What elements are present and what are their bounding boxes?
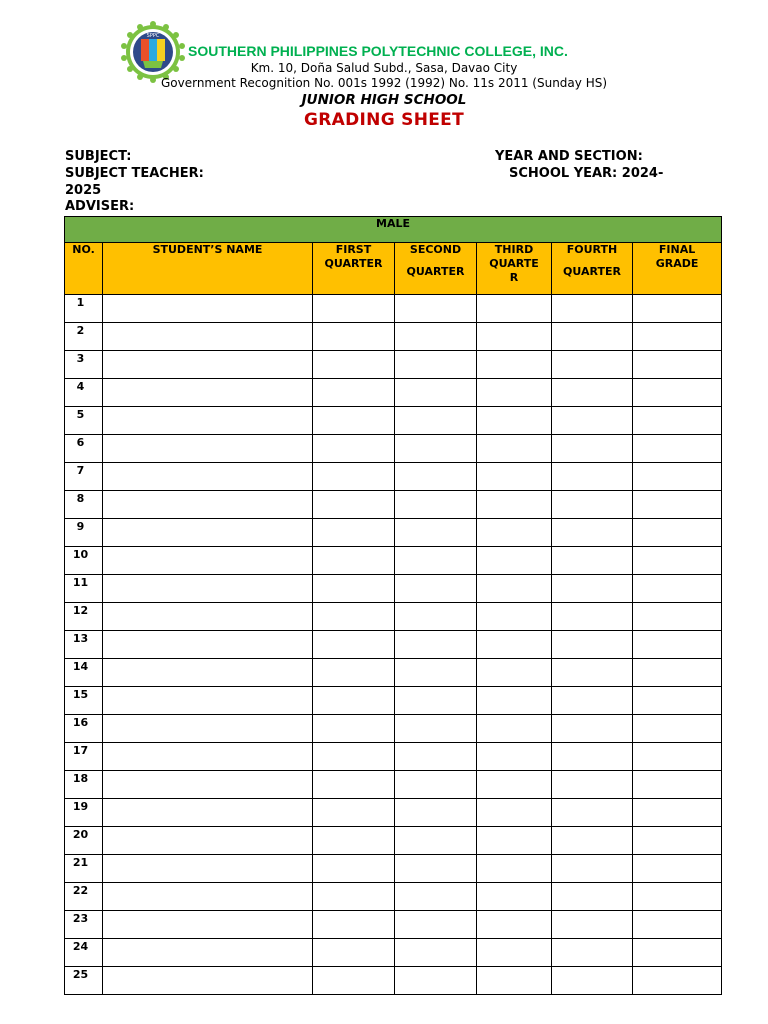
final-grade-cell[interactable] <box>633 295 722 323</box>
second-quarter-cell[interactable] <box>395 407 477 435</box>
second-quarter-cell[interactable] <box>395 575 477 603</box>
first-quarter-cell[interactable] <box>313 435 395 463</box>
row-number: 14 <box>65 659 103 687</box>
first-quarter-cell[interactable] <box>313 883 395 911</box>
first-quarter-cell[interactable] <box>313 771 395 799</box>
student-name-cell[interactable] <box>103 827 313 855</box>
table-row <box>65 603 722 631</box>
third-quarter-cell[interactable] <box>477 491 552 519</box>
table-row <box>65 491 722 519</box>
table-row <box>65 323 722 351</box>
second-quarter-cell[interactable] <box>395 379 477 407</box>
first-quarter-cell[interactable] <box>313 463 395 491</box>
row-number: 23 <box>65 911 103 939</box>
final-grade-cell[interactable] <box>633 407 722 435</box>
row-number: 7 <box>65 463 103 491</box>
row-number: 11 <box>65 575 103 603</box>
first-quarter-cell[interactable] <box>313 379 395 407</box>
third-quarter-cell[interactable] <box>477 827 552 855</box>
final-grade-cell[interactable] <box>633 519 722 547</box>
second-quarter-cell[interactable] <box>395 295 477 323</box>
second-quarter-cell[interactable] <box>395 883 477 911</box>
third-quarter-cell[interactable] <box>477 435 552 463</box>
first-quarter-cell[interactable] <box>313 827 395 855</box>
fourth-quarter-cell[interactable] <box>552 407 633 435</box>
header-text: SECOND <box>409 243 462 256</box>
student-name-cell[interactable] <box>103 939 313 967</box>
second-quarter-cell[interactable] <box>395 659 477 687</box>
third-quarter-cell[interactable] <box>477 407 552 435</box>
table-row <box>65 911 722 939</box>
third-quarter-cell[interactable] <box>477 715 552 743</box>
third-quarter-cell[interactable] <box>477 463 552 491</box>
final-grade-cell[interactable] <box>633 799 722 827</box>
third-quarter-cell[interactable] <box>477 771 552 799</box>
header-text: GRADE <box>655 257 699 270</box>
header-text: R <box>509 271 519 284</box>
second-quarter-cell[interactable] <box>395 771 477 799</box>
fourth-quarter-cell[interactable] <box>552 295 633 323</box>
second-quarter-cell[interactable] <box>395 491 477 519</box>
row-number: 12 <box>65 603 103 631</box>
second-quarter-cell[interactable] <box>395 743 477 771</box>
third-quarter-cell[interactable] <box>477 743 552 771</box>
third-quarter-cell[interactable] <box>477 855 552 883</box>
student-name-cell[interactable] <box>103 883 313 911</box>
header-text: QUARTER <box>563 265 621 278</box>
column-header-final-grade <box>633 243 722 295</box>
first-quarter-cell[interactable] <box>313 715 395 743</box>
final-grade-cell[interactable] <box>633 351 722 379</box>
first-quarter-cell[interactable] <box>313 855 395 883</box>
first-quarter-cell[interactable] <box>313 491 395 519</box>
row-number: 17 <box>65 743 103 771</box>
first-quarter-cell[interactable] <box>313 659 395 687</box>
table-row <box>65 547 722 575</box>
third-quarter-cell[interactable] <box>477 631 552 659</box>
row-number: 18 <box>65 771 103 799</box>
table-row <box>65 883 722 911</box>
row-number: 9 <box>65 519 103 547</box>
second-quarter-cell[interactable] <box>395 323 477 351</box>
header-text: FIRST <box>335 243 372 256</box>
government-recognition: Government Recognition No. 001s 1992 (1992) No. 11s 2011 (Sunday HS) <box>160 76 608 90</box>
final-grade-cell[interactable] <box>633 659 722 687</box>
fourth-quarter-cell[interactable] <box>552 519 633 547</box>
college-name: SOUTHERN PHILIPPINES POLYTECHNIC COLLEGE, INC. <box>188 43 568 59</box>
first-quarter-cell[interactable] <box>313 799 395 827</box>
row-number: 19 <box>65 799 103 827</box>
first-quarter-cell[interactable] <box>313 323 395 351</box>
fourth-quarter-cell[interactable] <box>552 659 633 687</box>
table-row <box>65 939 722 967</box>
second-quarter-cell[interactable] <box>395 715 477 743</box>
header-text: QUARTER <box>406 265 465 278</box>
table-row <box>65 575 722 603</box>
final-grade-cell[interactable] <box>633 547 722 575</box>
final-grade-cell[interactable] <box>633 939 722 967</box>
table-row <box>65 631 722 659</box>
header-text: FOURTH <box>566 243 618 256</box>
second-quarter-cell[interactable] <box>395 631 477 659</box>
fourth-quarter-cell[interactable] <box>552 799 633 827</box>
fourth-quarter-cell[interactable] <box>552 911 633 939</box>
second-quarter-cell[interactable] <box>395 351 477 379</box>
table-row <box>65 743 722 771</box>
student-name-cell[interactable] <box>103 911 313 939</box>
fourth-quarter-cell[interactable] <box>552 631 633 659</box>
third-quarter-cell[interactable] <box>477 967 552 995</box>
row-number: 20 <box>65 827 103 855</box>
fourth-quarter-cell[interactable] <box>552 743 633 771</box>
row-number: 24 <box>65 939 103 967</box>
student-name-cell[interactable] <box>103 659 313 687</box>
column-header-no: NO. <box>65 243 103 295</box>
fourth-quarter-cell[interactable] <box>552 351 633 379</box>
second-quarter-cell[interactable] <box>395 799 477 827</box>
third-quarter-cell[interactable] <box>477 939 552 967</box>
row-number: 15 <box>65 687 103 715</box>
final-grade-cell[interactable] <box>633 379 722 407</box>
table-row <box>65 407 722 435</box>
third-quarter-cell[interactable] <box>477 799 552 827</box>
table-row <box>65 715 722 743</box>
student-name-cell[interactable] <box>103 687 313 715</box>
grading-table <box>64 216 722 995</box>
student-name-cell[interactable] <box>103 491 313 519</box>
group-header-male: MALE <box>65 217 722 243</box>
third-quarter-cell[interactable] <box>477 659 552 687</box>
final-grade-cell[interactable] <box>633 855 722 883</box>
first-quarter-cell[interactable] <box>313 687 395 715</box>
fourth-quarter-cell[interactable] <box>552 575 633 603</box>
second-quarter-cell[interactable] <box>395 939 477 967</box>
second-quarter-cell[interactable] <box>395 435 477 463</box>
row-number: 13 <box>65 631 103 659</box>
row-number: 6 <box>65 435 103 463</box>
student-name-cell[interactable] <box>103 799 313 827</box>
third-quarter-cell[interactable] <box>477 379 552 407</box>
first-quarter-cell[interactable] <box>313 911 395 939</box>
student-name-cell[interactable] <box>103 323 313 351</box>
final-grade-cell[interactable] <box>633 491 722 519</box>
fourth-quarter-cell[interactable] <box>552 967 633 995</box>
table-row <box>65 519 722 547</box>
final-grade-cell[interactable] <box>633 967 722 995</box>
school-year-end: 2025 <box>65 183 102 198</box>
table-row <box>65 295 722 323</box>
table-row <box>65 827 722 855</box>
final-grade-cell[interactable] <box>633 827 722 855</box>
second-quarter-cell[interactable] <box>395 967 477 995</box>
student-name-cell[interactable] <box>103 967 313 995</box>
first-quarter-cell[interactable] <box>313 407 395 435</box>
final-grade-cell[interactable] <box>633 743 722 771</box>
first-quarter-cell[interactable] <box>313 939 395 967</box>
fourth-quarter-cell[interactable] <box>552 939 633 967</box>
student-name-cell[interactable] <box>103 407 313 435</box>
final-grade-cell[interactable] <box>633 771 722 799</box>
logo-text: SPPC <box>146 33 160 39</box>
column-header-fourth-quarter <box>552 243 633 295</box>
third-quarter-cell[interactable] <box>477 603 552 631</box>
table-row <box>65 379 722 407</box>
fourth-quarter-cell[interactable] <box>552 827 633 855</box>
second-quarter-cell[interactable] <box>395 687 477 715</box>
row-number: 5 <box>65 407 103 435</box>
header-text: QUARTE <box>489 257 539 270</box>
final-grade-cell[interactable] <box>633 603 722 631</box>
third-quarter-cell[interactable] <box>477 883 552 911</box>
fourth-quarter-cell[interactable] <box>552 547 633 575</box>
row-number: 4 <box>65 379 103 407</box>
third-quarter-cell[interactable] <box>477 351 552 379</box>
third-quarter-cell[interactable] <box>477 547 552 575</box>
first-quarter-cell[interactable] <box>313 631 395 659</box>
second-quarter-cell[interactable] <box>395 547 477 575</box>
row-number: 22 <box>65 883 103 911</box>
student-name-cell[interactable] <box>103 855 313 883</box>
student-name-cell[interactable] <box>103 575 313 603</box>
grade-rows <box>65 295 722 995</box>
column-header-second-quarter <box>395 243 477 295</box>
final-grade-cell[interactable] <box>633 575 722 603</box>
table-row <box>65 351 722 379</box>
fourth-quarter-cell[interactable] <box>552 463 633 491</box>
row-number: 21 <box>65 855 103 883</box>
fourth-quarter-cell[interactable] <box>552 603 633 631</box>
column-header-third-quarter <box>477 243 552 295</box>
column-header-first-quarter <box>313 243 395 295</box>
fourth-quarter-cell[interactable] <box>552 715 633 743</box>
table-row <box>65 659 722 687</box>
student-name-cell[interactable] <box>103 743 313 771</box>
header-text: QUARTER <box>324 257 383 270</box>
department-heading: JUNIOR HIGH SCHOOL <box>301 92 467 108</box>
table-row <box>65 771 722 799</box>
adviser-label: ADVISER: <box>65 199 135 214</box>
first-quarter-cell[interactable] <box>313 519 395 547</box>
final-grade-cell[interactable] <box>633 911 722 939</box>
fourth-quarter-cell[interactable] <box>552 323 633 351</box>
row-number: 2 <box>65 323 103 351</box>
student-name-cell[interactable] <box>103 351 313 379</box>
fourth-quarter-cell[interactable] <box>552 771 633 799</box>
third-quarter-cell[interactable] <box>477 295 552 323</box>
second-quarter-cell[interactable] <box>395 827 477 855</box>
third-quarter-cell[interactable] <box>477 687 552 715</box>
first-quarter-cell[interactable] <box>313 603 395 631</box>
second-quarter-cell[interactable] <box>395 911 477 939</box>
school-year-label: SCHOOL YEAR: 2024- <box>509 166 664 181</box>
fourth-quarter-cell[interactable] <box>552 379 633 407</box>
final-grade-cell[interactable] <box>633 883 722 911</box>
college-address: Km. 10, Doña Salud Subd., Sasa, Davao City <box>250 61 518 75</box>
student-name-cell[interactable] <box>103 295 313 323</box>
fourth-quarter-cell[interactable] <box>552 855 633 883</box>
student-name-cell[interactable] <box>103 463 313 491</box>
third-quarter-cell[interactable] <box>477 911 552 939</box>
final-grade-cell[interactable] <box>633 463 722 491</box>
column-header-student-name: STUDENT’S NAME <box>103 243 313 295</box>
third-quarter-cell[interactable] <box>477 323 552 351</box>
third-quarter-cell[interactable] <box>477 519 552 547</box>
student-name-cell[interactable] <box>103 519 313 547</box>
first-quarter-cell[interactable] <box>313 351 395 379</box>
page-title: GRADING SHEET <box>304 110 464 130</box>
table-row <box>65 799 722 827</box>
row-number: 8 <box>65 491 103 519</box>
fourth-quarter-cell[interactable] <box>552 435 633 463</box>
final-grade-cell[interactable] <box>633 323 722 351</box>
second-quarter-cell[interactable] <box>395 855 477 883</box>
row-number: 1 <box>65 295 103 323</box>
final-grade-cell[interactable] <box>633 631 722 659</box>
first-quarter-cell[interactable] <box>313 295 395 323</box>
final-grade-cell[interactable] <box>633 435 722 463</box>
student-name-cell[interactable] <box>103 715 313 743</box>
first-quarter-cell[interactable] <box>313 743 395 771</box>
second-quarter-cell[interactable] <box>395 603 477 631</box>
header-text: FINAL <box>658 243 696 256</box>
final-grade-cell[interactable] <box>633 715 722 743</box>
header-text: THIRD <box>494 243 534 256</box>
row-number: 25 <box>65 967 103 995</box>
final-grade-cell[interactable] <box>633 687 722 715</box>
first-quarter-cell[interactable] <box>313 575 395 603</box>
third-quarter-cell[interactable] <box>477 575 552 603</box>
row-number: 16 <box>65 715 103 743</box>
fourth-quarter-cell[interactable] <box>552 687 633 715</box>
table-row <box>65 855 722 883</box>
row-number: 10 <box>65 547 103 575</box>
subject-label: SUBJECT: <box>65 149 132 164</box>
fourth-quarter-cell[interactable] <box>552 883 633 911</box>
row-number: 3 <box>65 351 103 379</box>
first-quarter-cell[interactable] <box>313 967 395 995</box>
student-name-cell[interactable] <box>103 547 313 575</box>
student-name-cell[interactable] <box>103 603 313 631</box>
second-quarter-cell[interactable] <box>395 519 477 547</box>
table-row <box>65 435 722 463</box>
year-and-section-label: YEAR AND SECTION: <box>495 149 643 164</box>
subject-teacher-label: SUBJECT TEACHER: <box>65 166 204 181</box>
fourth-quarter-cell[interactable] <box>552 491 633 519</box>
table-row <box>65 463 722 491</box>
first-quarter-cell[interactable] <box>313 547 395 575</box>
student-name-cell[interactable] <box>103 379 313 407</box>
table-row <box>65 967 722 995</box>
table-row <box>65 687 722 715</box>
second-quarter-cell[interactable] <box>395 463 477 491</box>
student-name-cell[interactable] <box>103 771 313 799</box>
student-name-cell[interactable] <box>103 435 313 463</box>
student-name-cell[interactable] <box>103 631 313 659</box>
